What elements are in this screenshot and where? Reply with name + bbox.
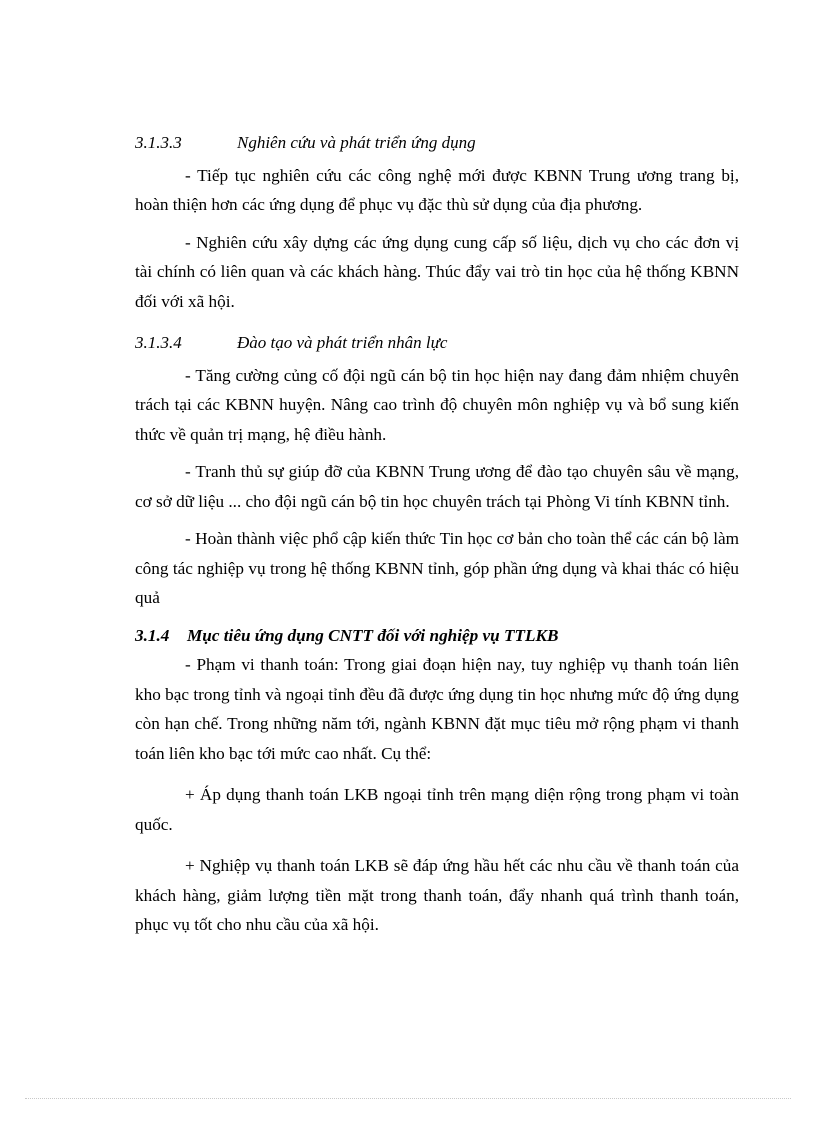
- section-heading-3-1-3-4: [135, 328, 739, 358]
- paragraph: - Tiếp tục nghiên cứu các công nghệ mới được KBNN Trung ương trang bị, hoàn thiện hơn các ứng dụng để phục vụ đặc thù sử dụng của địa phương.: [135, 165, 739, 214]
- section-title: Mục tiêu ứng dụng CNTT đối với nghiệp vụ TTLKB: [187, 625, 559, 645]
- paragraph: + Áp dụng thanh toán LKB ngoại tỉnh trên mạng diện rộng trong phạm vi toàn quốc.: [135, 785, 739, 834]
- section-heading-3-1-3-3: [135, 128, 739, 158]
- paragraph: - Tăng cường củng cố đội ngũ cán bộ tin học hiện nay đang đảm nhiệm chuyên trách tại các KBNN huyện. Nâng cao trình độ chuyên môn nghiệp vụ và bổ sung kiến thức về quản trị mạng, hệ điều hành.: [135, 365, 739, 444]
- paragraph: + Nghiệp vụ thanh toán LKB sẽ đáp ứng hầu hết các nhu cầu về thanh toán của khách hàng, giảm lượng tiền mặt trong thanh toán, đẩy nhanh quá trình thanh toán, phục vụ tốt cho nhu cầu của xã hội.: [135, 856, 739, 934]
- section-number: 3.1.4: [135, 625, 170, 645]
- section-number: 3.1.3.3: [135, 133, 182, 152]
- paragraph: - Phạm vi thanh toán: Trong giai đoạn hiện nay, tuy nghiệp vụ thanh toán liên kho bạc trong tỉnh và ngoại tỉnh đều đã được ứng dụng tin học nhưng mức độ ứng dụng còn hạn chế. Trong những năm tới, ngành KBNN đặt mục tiêu mở rộng phạm vi thanh toán liên kho bạc tới mức cao nhất. Cụ thể:: [135, 655, 739, 763]
- paragraph: - Hoàn thành việc phổ cập kiến thức Tin học cơ bản cho toàn thể các cán bộ làm công tác nghiệp vụ trong hệ thống KBNN tỉnh, góp phần ứng dụng và khai thác có hiệu quả: [135, 529, 739, 607]
- section-title: Nghiên cứu và phát triển ứng dụng: [237, 133, 476, 152]
- document-body: [135, 128, 739, 942]
- paragraph: - Tranh thủ sự giúp đỡ của KBNN Trung ương để đào tạo chuyên sâu về mạng, cơ sở dữ liệu ... cho đội ngũ cán bộ tin học chuyên trách tại Phòng Vi tính KBNN tỉnh.: [135, 462, 739, 511]
- section-heading-3-1-4: [135, 621, 739, 651]
- page-footer-divider: [25, 1098, 791, 1099]
- section-number: 3.1.3.4: [135, 333, 182, 352]
- section-title: Đào tạo và phát triển nhân lực: [237, 333, 448, 352]
- paragraph: - Nghiên cứu xây dựng các ứng dụng cung cấp số liệu, dịch vụ cho các đơn vị tài chính có liên quan và các khách hàng. Thúc đẩy vai trò tin học của hệ thống KBNN đối với xã hội.: [135, 232, 739, 311]
